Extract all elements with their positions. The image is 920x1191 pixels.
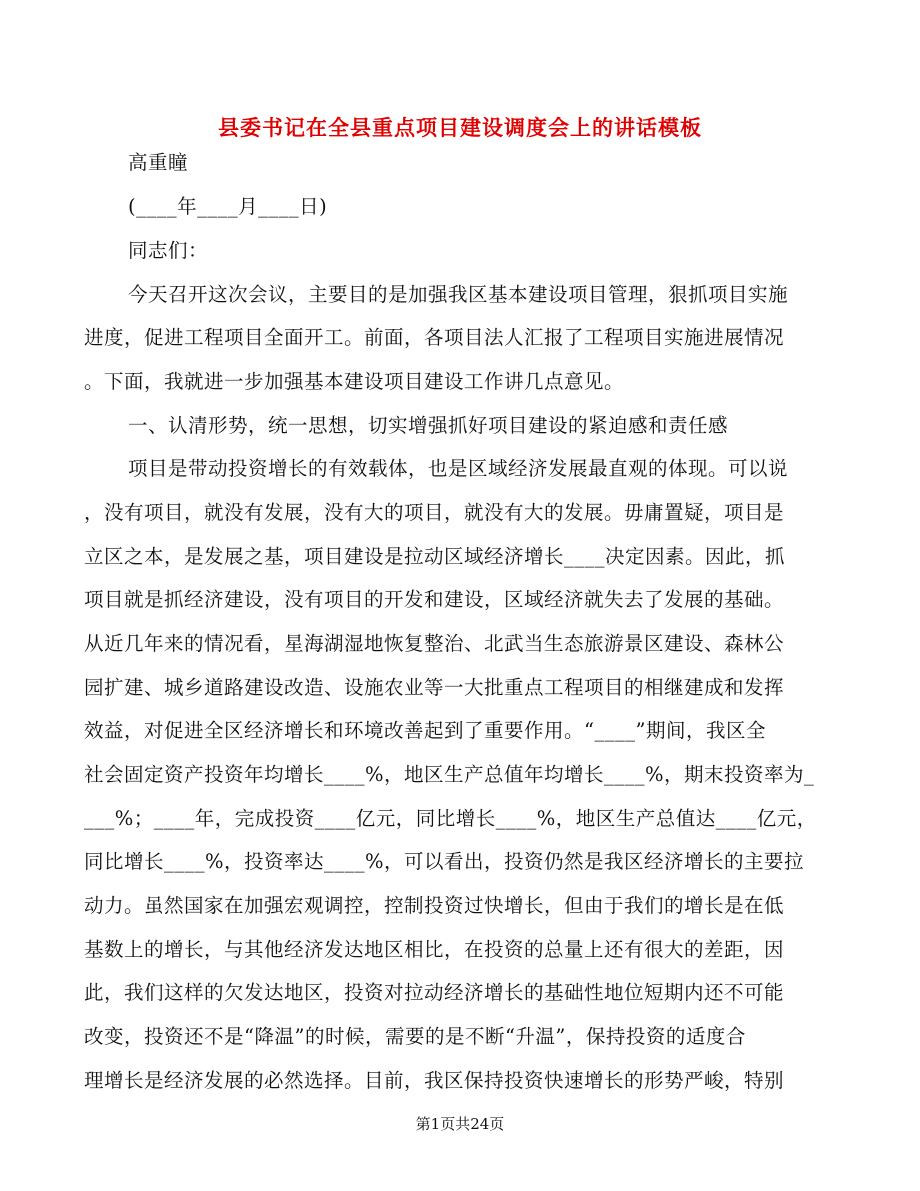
body-line: 效益，对促进全区经济增长和环境改善起到了重要作用。“____”期间，我区全 <box>84 719 766 742</box>
greeting-line: 同志们： <box>128 239 209 262</box>
body-line: 改变，投资还不是“降温”的时候，需要的是不断“升温”，保持投资的适度合 <box>84 1025 746 1048</box>
body-line: 今天召开这次会议，主要目的是加强我区基本建设项目管理，狠抓项目实施 <box>128 283 789 306</box>
body-line: 社会固定资产投资年均增长____%，地区生产总值年均增长____%，期末投资率为_ <box>84 763 815 786</box>
body-line: 。下面，我就进一步加强基本建设项目建设工作讲几点意见。 <box>84 370 625 393</box>
body-line: ，没有项目，就没有发展，没有大的项目，就没有大的发展。毋庸置疑，项目是 <box>84 501 785 524</box>
body-line: 项目就是抓经济建设，没有项目的开发和建设，区域经济就失去了发展的基础。 <box>84 588 785 611</box>
date-line: (____年____月____日) <box>128 195 328 218</box>
body-line: 基数上的增长，与其他经济发达地区相比，在投资的总量上还有很大的差距，因 <box>84 938 785 961</box>
page-number-footer: 第1页共24页 <box>415 1115 505 1133</box>
body-line: 此，我们这样的欠发达地区，投资对拉动经济增长的基础性地位短期内还不可能 <box>84 981 785 1004</box>
author-line: 高重瞳 <box>128 151 189 174</box>
document-title: 县委书记在全县重点项目建设调度会上的讲话模板 <box>218 116 702 140</box>
body-line: 项目是带动投资增长的有效载体，也是区域经济发展最直观的体现。可以说 <box>128 457 789 480</box>
body-line: 动力。虽然国家在加强宏观调控，控制投资过快增长，但由于我们的增长是在低 <box>84 894 785 917</box>
body-line: 理增长是经济发展的必然选择。目前，我区保持投资快速增长的形势严峻，特别 <box>84 1069 785 1092</box>
body-line: ___%；____年，完成投资____亿元，同比增长____%，地区生产总值达____亿元， <box>84 807 817 830</box>
body-line: 立区之本，是发展之基，项目建设是拉动区域经济增长____决定因素。因此，抓 <box>84 545 786 568</box>
body-line: 同比增长____%，投资率达____%，可以看出，投资仍然是我区经济增长的主要拉 <box>84 850 805 873</box>
body-line: 园扩建、城乡道路建设改造、设施农业等一大批重点工程项目的相继建成和发挥 <box>84 676 785 699</box>
body-line: 从近几年来的情况看，星海湖湿地恢复整治、北武当生态旅游景区建设、森林公 <box>84 632 785 655</box>
section-heading: 一、认清形势，统一思想，切实增强抓好项目建设的紧迫感和责任感 <box>128 414 729 437</box>
body-line: 进度，促进工程项目全面开工。前面，各项目法人汇报了工程项目实施进展情况 <box>84 326 785 349</box>
